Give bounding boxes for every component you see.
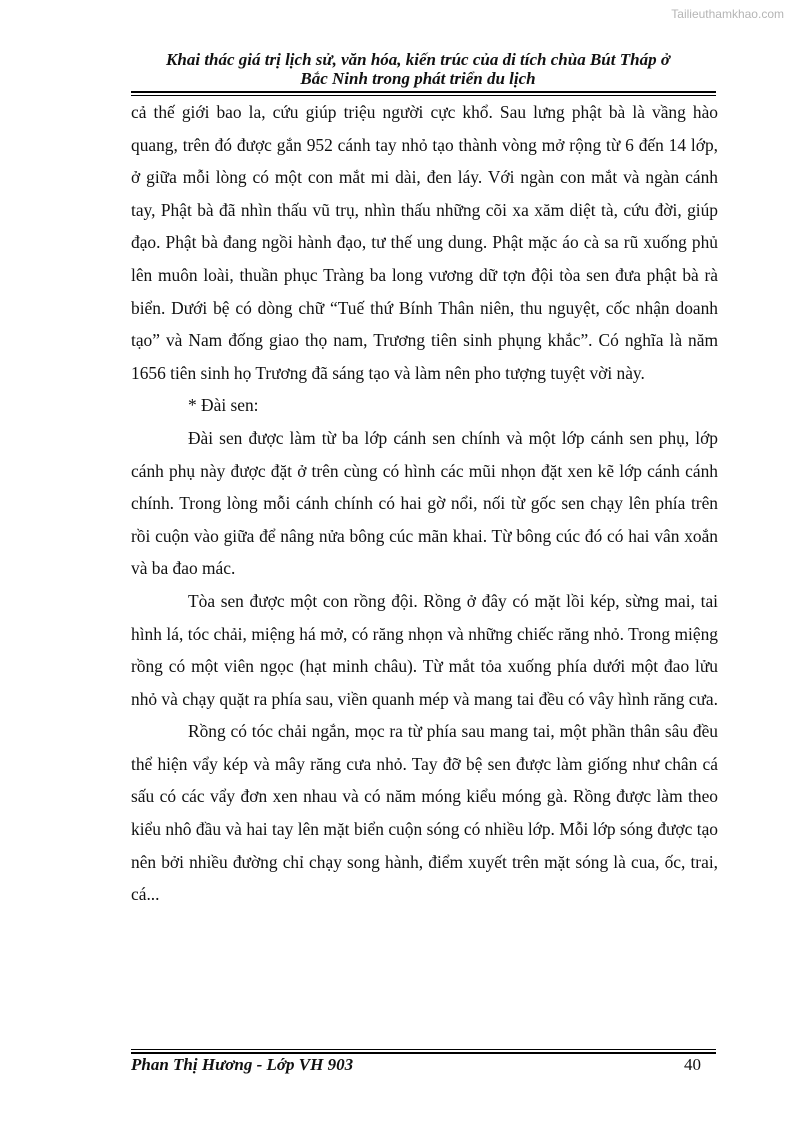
paragraph-1: cả thế giới bao la, cứu giúp triệu người cực khổ. Sau lưng phật bà là vầng hào quang, trên đó được gắn 952 cánh tay nhỏ tạo thành vòng mở rộng từ 6 đến 14 lớp, ở giữa mỗi lòng có một con mắt mi dài, đen láy. Với ngàn con mắt và ngàn cánh tay, Phật bà đã nhìn thấu vũ trụ, nhìn thấu những cõi xa xăm diệt tà, cứu đời, giúp đạo. Phật bà đang ngồi hành đạo, tư thế ung dung. Phật mặc áo cà sa rũ xuống phủ lên muôn loài, thuần phục Tràng ba long vương dữ tợn đội tòa sen đưa phật bà rà biển. Dưới bệ có dòng chữ “Tuế thứ Bính Thân niên, thu nguyệt, cốc nhận doanh tạo” và Nam đống giao thọ nam, Trương tiên sinh phụng khắc”. Có nghĩa là năm 1656 tiên sinh họ Trương đã sáng tạo và làm nên pho tượng tuyệt vời này. xyxy=(131,102,718,383)
paragraph-3: Tòa sen được một con rồng đội. Rồng ở đây có mặt lồi kép, sừng mai, tai hình lá, tóc chải, miệng há mở, có răng nhọn và những chiếc răng nhỏ. Trong miệng rồng có một viên ngọc (hạt minh châu). Từ mắt tỏa xuống phía dưới một đao lửu nhỏ và chạy quặt ra phía sau, viền quanh mép và mang tai đều có vây hình răng cưa. xyxy=(131,590,718,709)
footer-author: Phan Thị Hương - Lớp VH 903 xyxy=(131,1055,354,1074)
paragraph-2: Đài sen được làm từ ba lớp cánh sen chính và một lớp cánh sen phụ, lớp cánh phụ này được đặt ở trên cùng có hình các mũi nhọn đặt xen kẽ lớp cánh cánh chính. Trong lòng mỗi cánh chính có hai gờ nổi, nối từ gốc sen chạy lên phía trên rồi cuộn vào giữa để nâng nửa bông cúc mãn khai. Từ bông cúc đó có hai vân xoắn và ba đao mác. xyxy=(131,427,718,579)
paragraph-4: Rồng có tóc chải ngắn, mọc ra từ phía sau mang tai, một phần thân sâu đều thể hiện vẩy kép và mây răng cưa nhỏ. Tay đỡ bệ sen được làm giống như chân cá sấu có các vẩy đơn xen nhau và có năm móng kiểu móng gà. Rồng được làm theo kiểu nhô đầu và hai tay lên mặt biển cuộn sóng có nhiều lớp. Mỗi lớp sóng được tạo nên bởi nhiều đường chỉ chạy song hành, điểm xuyết trên mặt sóng là cua, ốc, trai, cá... xyxy=(131,721,718,905)
page-number: 40 xyxy=(684,1055,701,1074)
header-title-line-2: Bắc Ninh trong phát triển du lịch xyxy=(300,69,536,88)
document-body xyxy=(131,96,718,911)
page-header xyxy=(118,50,718,88)
header-title-line-1: Khai thác giá trị lịch sử, văn hóa, kiến trúc của di tích chùa Bút Tháp ở xyxy=(166,50,670,69)
section-heading-dai-sen: * Đài sen: xyxy=(188,395,259,416)
watermark: Tailieuthamkhao.com xyxy=(671,7,784,21)
footer-divider xyxy=(131,1049,716,1054)
